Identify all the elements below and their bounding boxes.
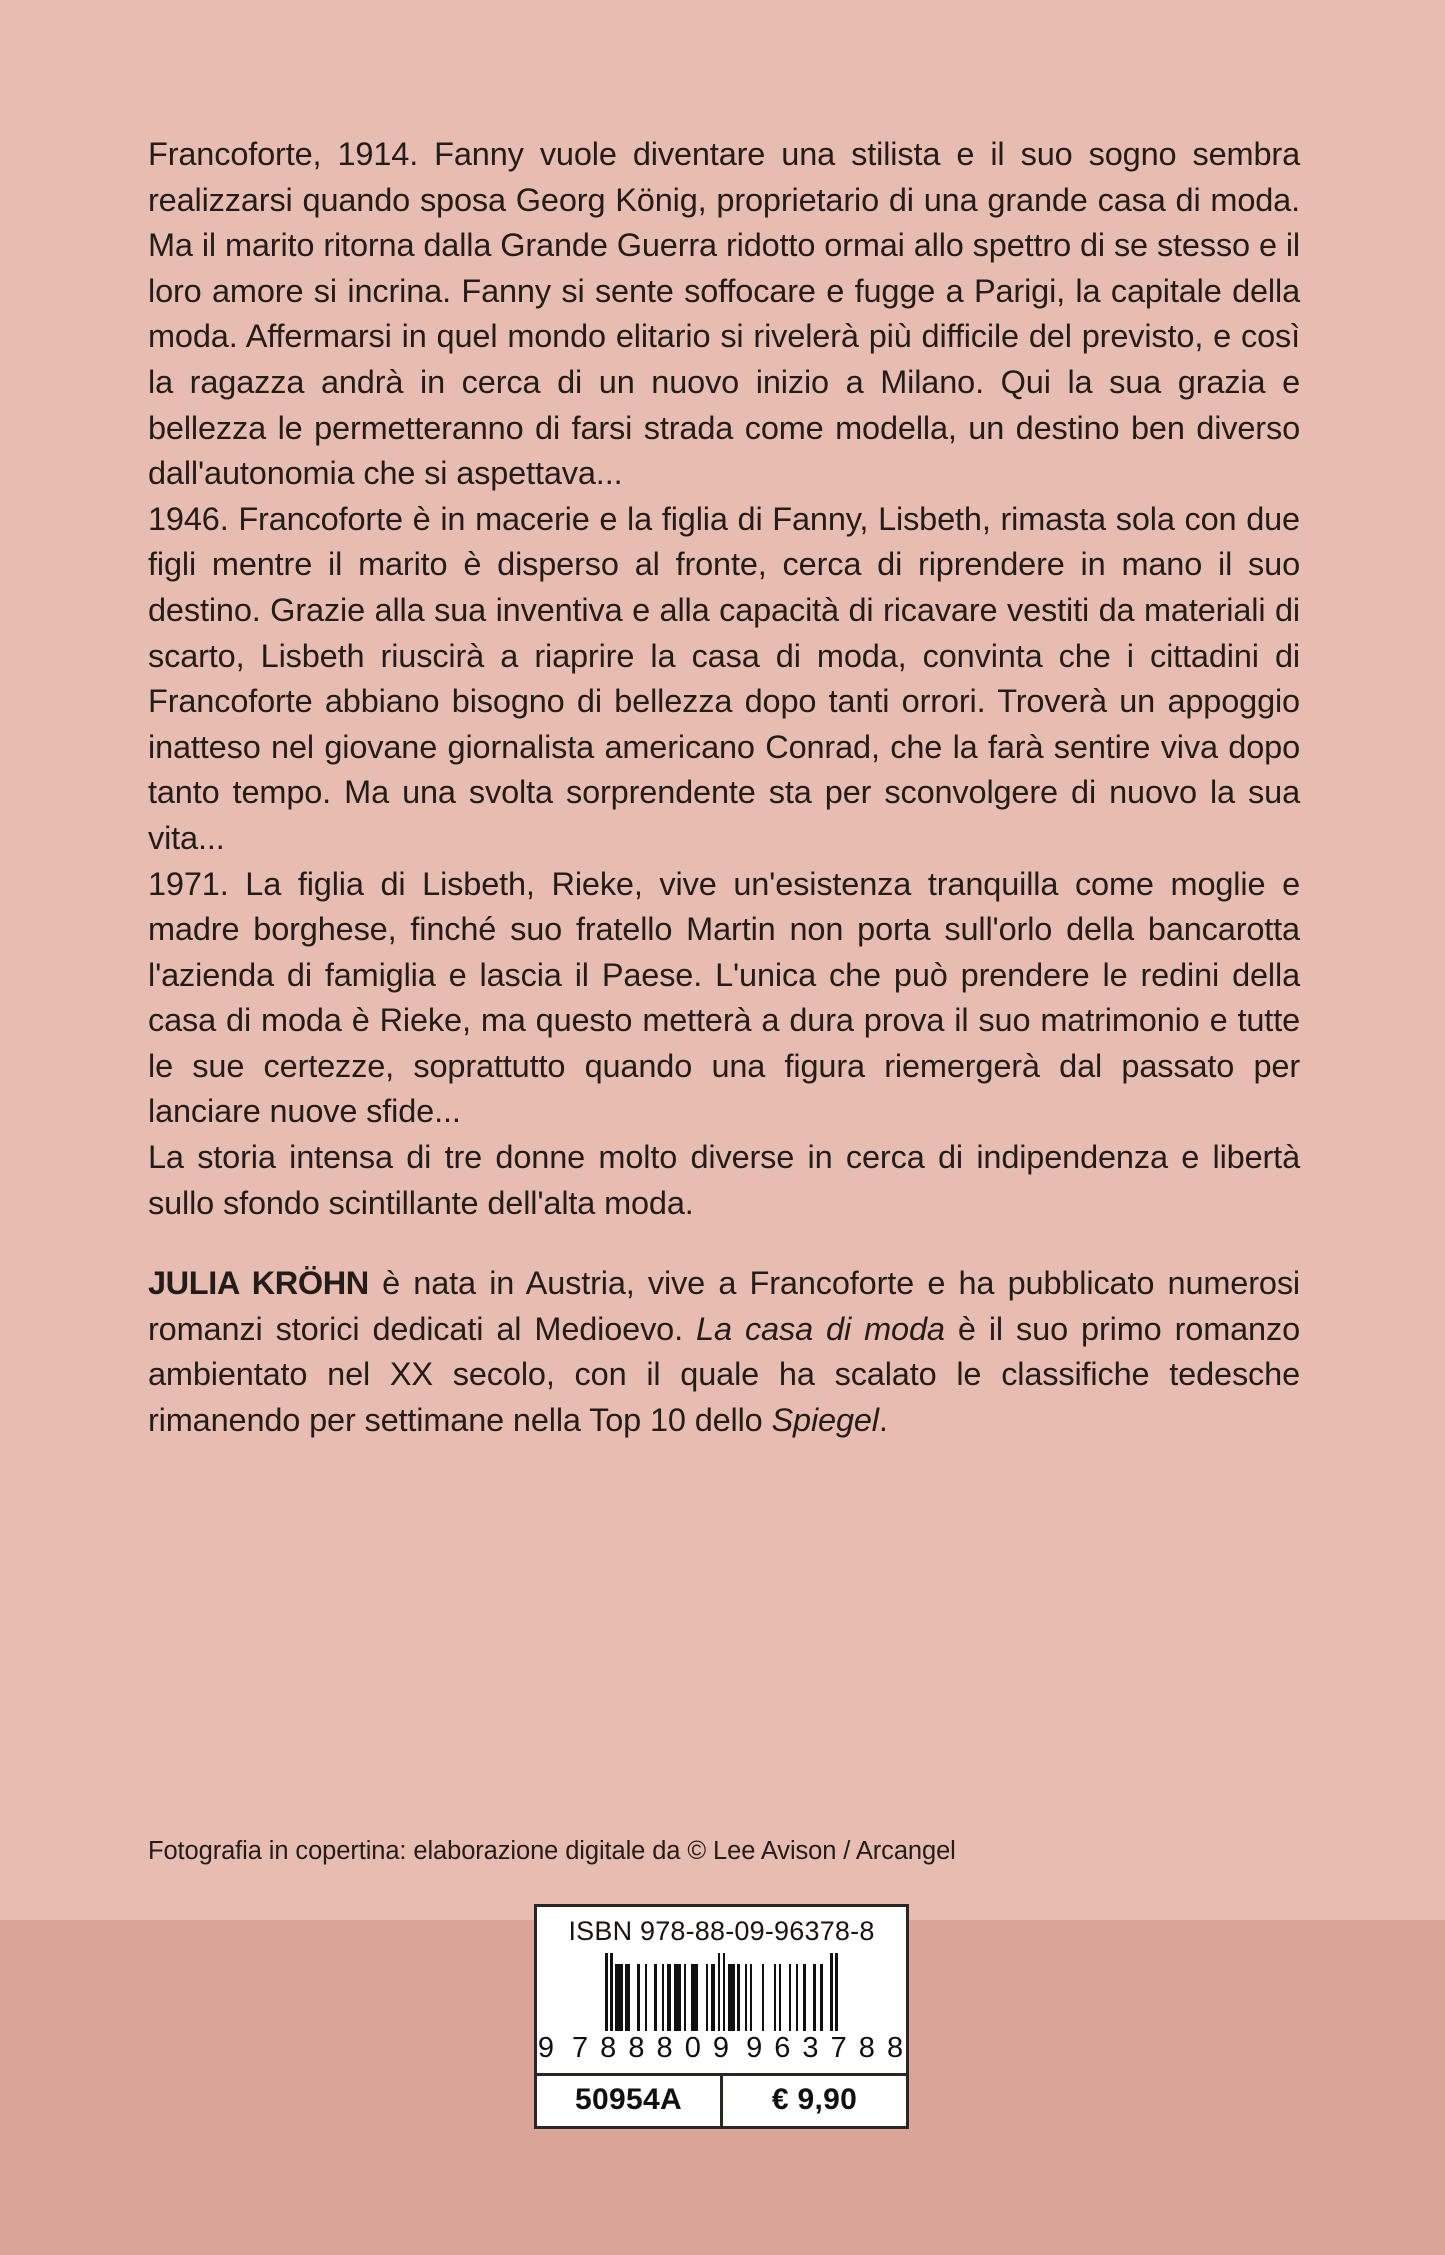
barcode-digit: 9 6 3 7 8 8 xyxy=(746,2032,906,2064)
photo-credit: Fotografia in copertina: elaborazione digitale da © Lee Avison / Arcangel xyxy=(148,1837,956,1865)
barcode-digit: 9 xyxy=(537,2032,555,2064)
author-bio-text-1: è nata in Austria, vive a Francoforte e ha pubblicato numerosi romanzi storici dedicati al Medioevo. xyxy=(148,1265,1300,1347)
barcode-block xyxy=(534,1904,909,2129)
price-code: 50954A xyxy=(537,2076,723,2126)
barcode-digit: 7 8 8 8 0 9 xyxy=(572,2032,732,2064)
blurb-paragraph-2: 1946. Francoforte è in macerie e la figlia di Fanny, Lisbeth, rimasta sola con due figli mentre il marito è disperso al fronte, cerca di riprendere in mano il suo destino. Grazie alla sua inventiva e alla capacità di ricavare vestiti da materiali di scarto, Lisbeth riuscirà a riaprire la casa di moda, convinta che i cittadini di Francoforte abbiano bisogno di bellezza dopo tanti orrori. Troverà un appoggio inatteso nel giovane giornalista americano Conrad, che la farà sentire viva dopo tanto tempo. Ma una svolta sorprendente sta per sconvolgere di nuovo la sua vita... xyxy=(148,500,1300,856)
price-value: € 9,90 xyxy=(723,2076,906,2126)
author-bio-text-3: . xyxy=(878,1402,888,1439)
blurb-paragraph-4: La storia intensa di tre donne molto diverse in cerca di indipendenza e libertà sullo sfondo scintillante dell'alta moda. xyxy=(148,1139,1300,1221)
price-bar xyxy=(534,2073,909,2129)
barcode-card xyxy=(534,1904,909,2073)
author-bio xyxy=(148,1226,1300,1443)
blurb-content xyxy=(148,132,1300,1444)
blurb-paragraph-3: 1971. La figlia di Lisbeth, Rieke, vive un'esistenza tranquilla come moglie e madre borghese, finché suo fratello Martin non porta sull'orlo della bancarotta l'azienda di famiglia e lascia il Paese. L'unica che può prendere le redini della casa di moda è Rieke, ma questo metterà a dura prova il suo matrimonio e tutte le sue certezze, soprattutto quando una figura riemergerà dal passato per lanciare nuove sfide... xyxy=(148,865,1300,1130)
author-bio-text-2: è il suo primo romanzo ambientato nel XX secolo, con il quale ha scalato le classifiche tedesche rimanendo per settimane nella Top 10 dello xyxy=(148,1310,1301,1439)
barcode-bars xyxy=(537,1953,906,2031)
magazine-title-italic: Spiegel xyxy=(771,1402,879,1439)
blurb-paragraph-1: Francoforte, 1914. Fanny vuole diventare una stilista e il suo sogno sembra realizzarsi quando sposa Georg König, proprietario di una grande casa di moda. Ma il marito ritorna dalla Grande Guerra ridotto ormai allo spettro di se stesso e il loro amore si incrina. Fanny si sente soffocare e fugge a Parigi, la capitale della moda. Affermarsi in quel mondo elitario si rivelerà più difficile del previsto, e così la ragazza andrà in cerca di un nuovo inizio a Milano. Qui la sua grazia e bellezza le permetteranno di farsi strada come modella, un destino ben diverso dall'autonomia che si aspettava... xyxy=(148,136,1300,492)
barcode-digits xyxy=(537,2032,906,2067)
book-title-italic: La casa di moda xyxy=(696,1310,945,1347)
author-name: JULIA KRÖHN xyxy=(148,1265,369,1302)
isbn-label: ISBN 978-88-09-96378-8 xyxy=(568,1916,875,1946)
